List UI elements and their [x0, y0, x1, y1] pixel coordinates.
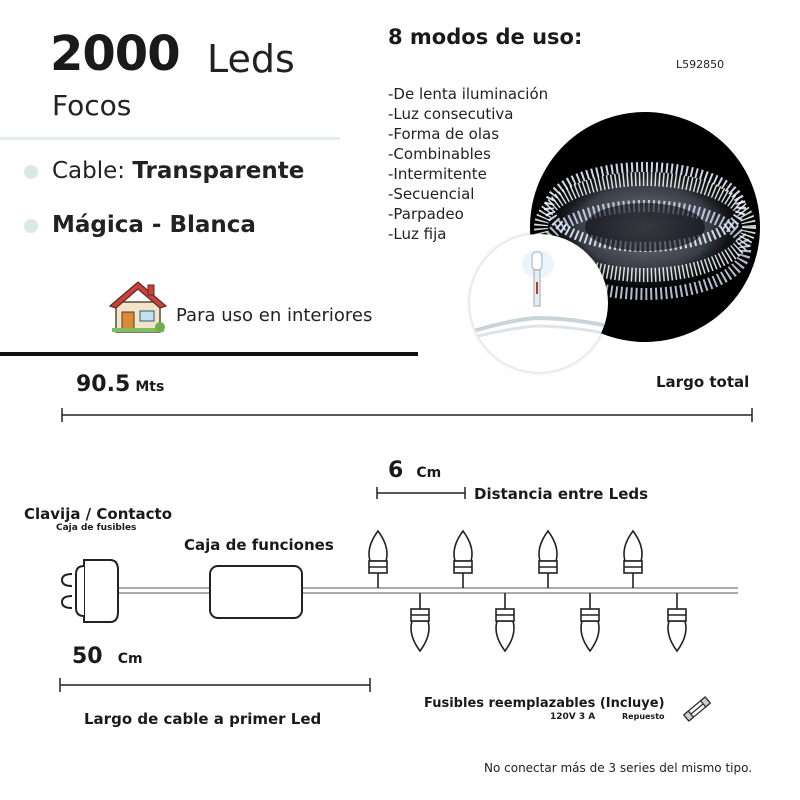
house-icon — [110, 282, 166, 332]
mode-item: -Luz fija — [388, 225, 447, 243]
type-value: Mágica - Blanca — [52, 212, 256, 238]
fuses-spare: Repuesto — [622, 712, 665, 721]
total-length-value: 90.5 — [76, 372, 131, 397]
total-length — [76, 374, 164, 396]
fuses-label: Fusibles reemplazables (Incluye) — [424, 696, 665, 711]
led-unit: Leds — [207, 37, 295, 81]
lead-cable-label: Largo de cable a primer Led — [84, 710, 322, 728]
cable-spec — [52, 160, 304, 183]
lead-cable — [72, 646, 143, 668]
mode-item: -Intermitente — [388, 165, 487, 183]
led-bulb-icon — [496, 593, 514, 651]
mode-item: -Parpadeo — [388, 205, 464, 223]
led-bulb-icon — [454, 531, 472, 588]
modes-title: 8 modos de uso: — [388, 25, 583, 49]
mode-item: -Luz consecutiva — [388, 105, 514, 123]
led-bulb-icon — [539, 531, 557, 588]
led-bulb-icon — [581, 593, 599, 651]
led-bulb-icon — [624, 531, 642, 588]
bullet-icon — [24, 165, 38, 179]
total-length-unit: Mts — [135, 379, 165, 395]
product-code: L592850 — [676, 58, 725, 71]
mode-item: -Secuencial — [388, 185, 475, 203]
total-length-dimension — [62, 408, 752, 422]
led-count: 2000 — [50, 26, 180, 82]
modes-list — [388, 84, 548, 244]
mode-item: -De lenta iluminación — [388, 85, 549, 103]
warning-text: No conectar más de 3 series del mismo tipo. — [484, 761, 753, 775]
mode-item: -Forma de olas — [388, 125, 500, 143]
led-spacing — [388, 460, 441, 482]
bullet-icon — [24, 219, 38, 233]
led-bulb-icon — [369, 531, 387, 588]
plug-label: Clavija / Contacto — [24, 505, 173, 523]
led-spacing-value: 6 — [388, 458, 404, 483]
led-bulb-closeup — [470, 234, 608, 372]
led-spacing-unit: Cm — [416, 465, 442, 481]
middle-divider — [0, 352, 418, 356]
led-spacing-dimension — [377, 487, 465, 499]
product-subtitle: Focos — [52, 89, 132, 122]
lead-cable-unit: Cm — [117, 651, 143, 667]
plug-sublabel: Caja de fusibles — [56, 523, 137, 533]
indoor-text: Para uso en interiores — [176, 305, 373, 326]
led-bulb-icon — [668, 593, 686, 651]
type-spec — [52, 214, 256, 237]
lead-cable-dimension — [60, 678, 370, 692]
total-length-label: Largo total — [656, 373, 750, 391]
mode-item: -Combinables — [388, 145, 491, 163]
fuse-icon — [684, 697, 711, 721]
control-box-label: Caja de funciones — [184, 536, 334, 554]
cable-value: Transparente — [132, 158, 305, 184]
cable-label: Cable: — [52, 158, 126, 184]
top-divider — [0, 137, 340, 140]
plug-icon — [62, 560, 118, 622]
led-bulb-icon — [411, 593, 429, 651]
fuses-rating: 120V 3 A — [550, 712, 596, 722]
string-cable — [116, 588, 738, 593]
led-spacing-label: Distancia entre Leds — [474, 485, 649, 503]
lead-cable-value: 50 — [72, 644, 103, 669]
control-box — [210, 566, 302, 618]
